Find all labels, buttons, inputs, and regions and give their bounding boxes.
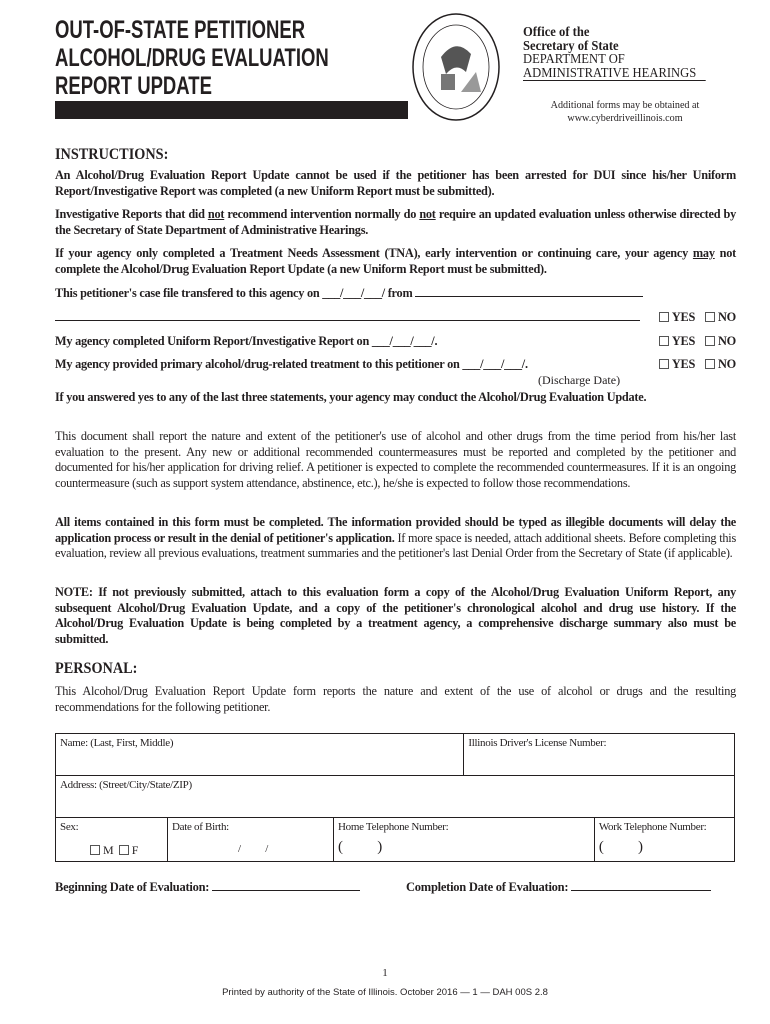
label: Name: (Last, First, Middle): [60, 737, 174, 749]
label: Beginning Date of Evaluation:: [55, 880, 210, 894]
label: Home Telephone Number:: [338, 821, 449, 833]
forms-note: [528, 99, 721, 125]
name-field[interactable]: [56, 734, 464, 776]
completion-date: [406, 880, 711, 895]
transfer-question: [55, 286, 736, 301]
form-title-line-3: REPORT UPDATE: [55, 72, 212, 100]
text: may: [692, 246, 715, 260]
text: not complete the Alcohol/Drug Evaluation Report Update (a new Uniform Report must be submitted).: [55, 246, 736, 276]
treatment-question: [55, 357, 736, 372]
date-separators: / /: [238, 843, 269, 855]
checkbox[interactable]: [659, 336, 669, 346]
checkbox[interactable]: [705, 312, 715, 322]
label: YES: [671, 310, 696, 324]
address-field[interactable]: [56, 776, 735, 818]
forms-url[interactable]: www.cyberdriveillinois.com: [567, 112, 683, 124]
no-option[interactable]: [705, 334, 736, 349]
from-field-cont[interactable]: [55, 320, 640, 321]
label: Work Telephone Number:: [598, 821, 707, 833]
label: YES: [671, 357, 696, 371]
question-text: My agency completed Uniform Report/Investigative Report on ___/___/___/.: [55, 334, 438, 348]
text: not: [207, 207, 225, 221]
instruction-p4: If you answered yes to any of the last three statements, your agency may conduct the Alcohol/Drug Evaluation Update.: [55, 390, 647, 404]
page-number: 1: [382, 967, 388, 979]
label: F: [131, 843, 139, 857]
yes-option[interactable]: [659, 310, 695, 325]
label: Date of Birth:: [172, 821, 229, 833]
instruction-p1: An Alcohol/Drug Evaluation Report Update cannot be used if the petitioner has been arrested for DUI since his/her Uniform Report/Investigative Report was completed (a new Uniform Report must be submitted).: [55, 168, 736, 198]
area-code: ( ): [338, 839, 382, 855]
label: NO: [718, 357, 736, 371]
instruction-p2: [55, 207, 736, 238]
instruction-p3: [55, 246, 736, 277]
home-phone-field[interactable]: [334, 818, 595, 862]
no-option[interactable]: [705, 357, 736, 372]
personal-intro: This Alcohol/Drug Evaluation Report Update form reports the nature and extent of the use of alcohol or drugs and the resulting recommendations for the following petitioner.: [55, 684, 736, 714]
office-line: DEPARTMENT OF: [523, 52, 625, 67]
title-bar: [55, 101, 408, 119]
label: NO: [718, 310, 736, 324]
instruction-note: NOTE: If not previously submitted, attach to this evaluation form a copy of the Alcohol/Drug Evaluation Uniform Report, any subsequent Alcohol/Drug Evaluation Update, and a copy of the petitioner's chronological alcohol and drug use history. If the Alcohol/Drug Evaluation Update is being completed by a treatment agency, a comprehensive discharge summary also must be submitted.: [55, 585, 736, 646]
area-code: ( ): [598, 839, 643, 855]
yes-option[interactable]: [659, 334, 695, 349]
instruction-p5: This document shall report the nature and extent of the petitioner's use of alcohol and other drugs from the time period from his/her last evaluation to the present. Any new or additional recommended countermeasures must be reported and completed by the petitioner and documented for his/her application for driving relief. A petitioner is expected to complete the recommended countermeasures. If it is an ongoing countermeasure (such as support system attendance, abstinence, etc.), he/she is expected to follow those recommendations.: [55, 429, 736, 490]
discharge-date-label: (Discharge Date): [538, 373, 621, 387]
label: NO: [718, 334, 736, 348]
label: M: [103, 843, 114, 857]
office-line: Secretary of State: [523, 38, 619, 54]
question-text: My agency provided primary alcohol/drug-related treatment to this petitioner on ___/___/___/.: [55, 357, 528, 371]
male-checkbox[interactable]: [90, 845, 100, 855]
transfer-question-cont: [55, 310, 736, 325]
beginning-date: [55, 880, 360, 895]
yes-option[interactable]: [659, 357, 695, 372]
text: require an updated evaluation unless otherwise directed by the Secretary of State Department of Administrative Hearings.: [55, 207, 736, 237]
form-title-line-1: OUT-OF-STATE PETITIONER: [55, 16, 306, 44]
no-option[interactable]: [705, 310, 736, 325]
sex-field: [56, 818, 168, 862]
checkbox[interactable]: [705, 359, 715, 369]
label: Sex:: [60, 821, 79, 833]
text: recommend intervention normally do: [224, 207, 420, 221]
office-block: [523, 26, 705, 81]
checkbox[interactable]: [659, 359, 669, 369]
beginning-date-field[interactable]: [212, 890, 360, 891]
forms-note-text: Additional forms may be obtained at: [550, 99, 700, 111]
instructions-heading: INSTRUCTIONS:: [55, 146, 169, 163]
completed-report-question: [55, 334, 736, 349]
office-line: Office of the: [523, 25, 590, 40]
petitioner-info-table: [55, 733, 735, 862]
state-seal-icon: [411, 12, 501, 122]
checkbox[interactable]: [705, 336, 715, 346]
text: If more space is needed, attach additional sheets. Before completing this evaluation, review all previous evaluations, treatment summaries and the petitioner's last Denial Order from the Secretary of State (if applicable).: [55, 530, 736, 560]
work-phone-field[interactable]: [594, 818, 734, 862]
text: not: [419, 207, 436, 221]
completion-date-field[interactable]: [571, 890, 711, 891]
form-title-line-2: ALCOHOL/DRUG EVALUATION: [55, 44, 329, 72]
text: Investigative Reports that did: [55, 207, 208, 221]
instruction-p6: [55, 515, 736, 562]
footer-text: Printed by authority of the State of Illinois. October 2016 — 1 — DAH 00S 2.8: [222, 987, 548, 998]
from-field[interactable]: [415, 296, 643, 297]
license-field[interactable]: [464, 734, 735, 776]
label: Illinois Driver's License Number:: [468, 737, 607, 749]
question-text: This petitioner's case file transfered to this agency on ___/___/___/ from: [55, 286, 413, 300]
label: YES: [671, 334, 696, 348]
label: Address: (Street/City/State/ZIP): [60, 779, 192, 791]
office-line: ADMINISTRATIVE HEARINGS: [523, 67, 705, 82]
personal-heading: PERSONAL:: [55, 660, 138, 677]
label: Completion Date of Evaluation:: [406, 880, 569, 894]
text: If your agency only completed a Treatment Needs Assessment (TNA), early intervention or continuing care, your agency: [55, 246, 693, 260]
female-checkbox[interactable]: [119, 845, 129, 855]
text: All items contained in this form must be completed. The information provided should be typed as illegible documents will delay the application process or result in the denial of petitioner's application.: [55, 515, 736, 545]
dob-field[interactable]: [168, 818, 334, 862]
checkbox[interactable]: [659, 312, 669, 322]
